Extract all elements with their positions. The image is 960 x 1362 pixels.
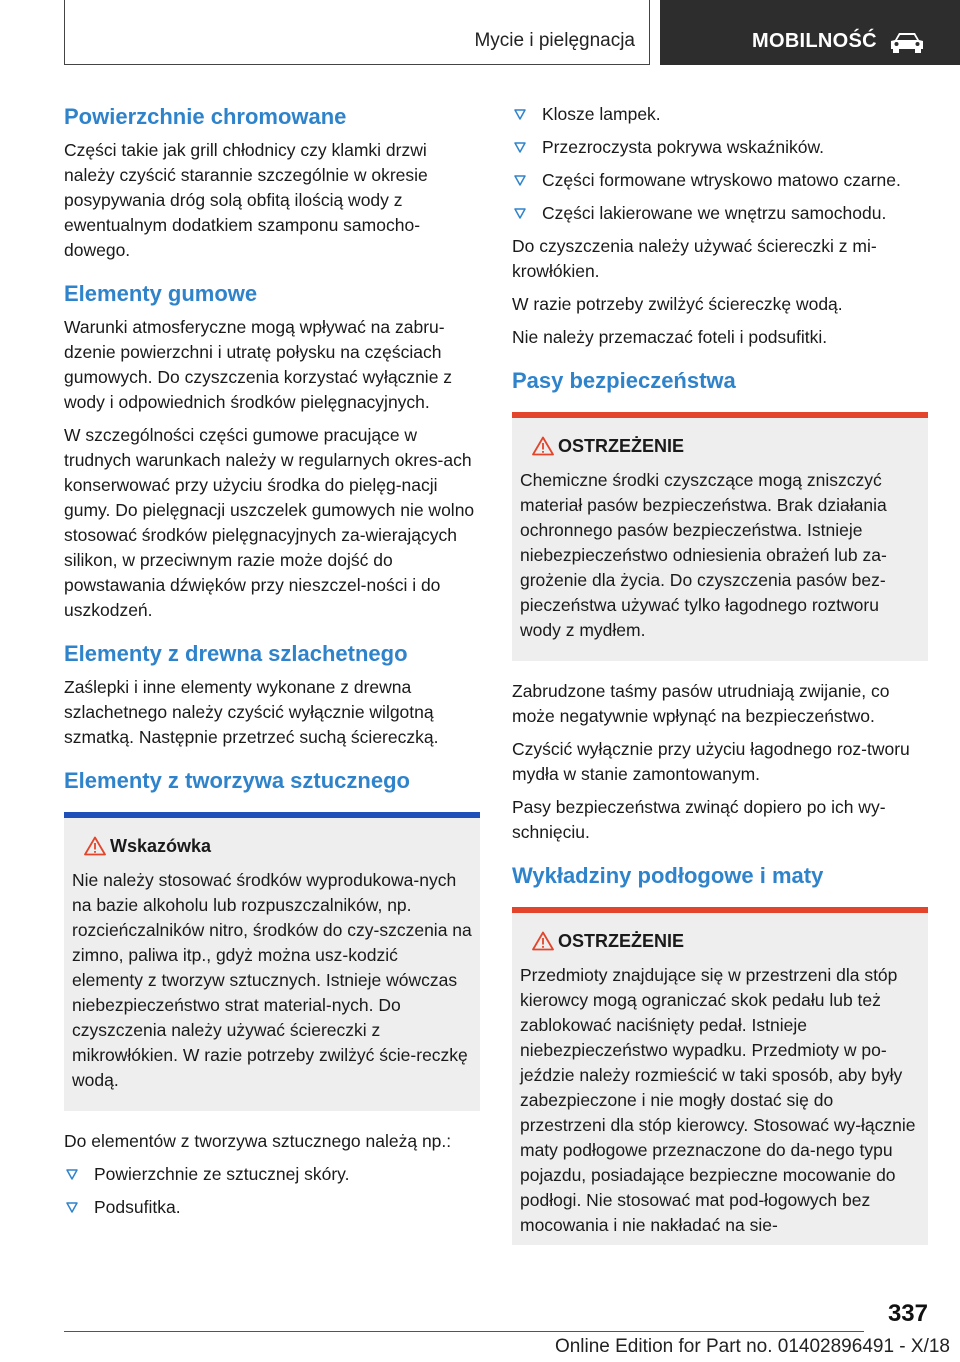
warning-triangle-icon — [84, 836, 106, 856]
header-section-title: Mycie i pielęgnacja — [474, 30, 635, 51]
note-text: Nie należy stosować środków wyprodukowa-nych na bazie alkoholu lub rozpuszczalników, np. rozcieńczalników nitro, środków do czy-szczenia na zimno, paliwa itp., gdyż można usz-kodzić elementy z tworzyw sztucznych. Istnieje wówczas niebezpieczeństwo strat material-nych. Do czyszczenia należy używać ściereczki z mikrowłókien. W razie potrzeby zwilżyć ście-reczkę wodą. — [72, 870, 472, 1090]
list-item: Klosze lampek. — [512, 102, 928, 127]
triangle-bullet-icon — [514, 208, 526, 219]
paragraph-seatbelts-1: Zabrudzone taśmy pasów utrudniają zwijanie, co może negatywnie wpłynąć na bezpieczeństwo. — [512, 681, 890, 726]
note-box-plastic — [64, 812, 480, 1111]
paragraph-wood: Zaślepki i inne elementy wykonane z drewna szlachetnego należy czyścić wyłącznie wilgotną szmatką. Następnie przetrzeć suchą ściereczką. — [64, 677, 439, 747]
paragraph-seatbelts-2: Czyścić wyłącznie przy użyciu łagodnego roz-tworu mydła w stanie zamontowanym. — [512, 739, 910, 784]
warning-box-seatbelts — [512, 412, 928, 661]
triangle-bullet-icon — [514, 142, 526, 153]
warning-triangle-icon — [532, 436, 554, 456]
list-item: Podsufitka. — [64, 1195, 480, 1220]
left-column — [64, 102, 480, 1228]
note-header — [72, 818, 472, 868]
paragraph-plastic: Do elementów z tworzywa sztucznego należą np.: — [64, 1131, 452, 1151]
list-plastic — [64, 1162, 480, 1220]
warning-header — [520, 913, 920, 963]
note-title: Wskazówka — [110, 836, 212, 856]
footer-edition: Online Edition for Part no. 01402896491 - X/18 — [554, 1336, 950, 1357]
heading-floor-mats: Wykładziny podłogowe i maty — [512, 863, 824, 888]
paragraph-microfiber: Do czyszczenia należy używać ściereczki z mi-krowłókien. — [512, 236, 877, 281]
paragraph-moisten: W razie potrzeby zwilżyć ściereczkę wodą. — [512, 294, 843, 314]
heading-wood: Elementy z drewna szlachetnego — [64, 641, 408, 666]
chapter-tab-label: MOBILNOŚĆ — [752, 30, 877, 52]
list-item: Części formowane wtryskowo matowo czarne. — [512, 168, 928, 193]
list-item: Powierzchnie ze sztucznej skóry. — [64, 1162, 480, 1187]
paragraph-rubber-1: Warunki atmosferyczne mogą wpływać na zabru-dzenie powierzchni i utratę połysku na częściach gumowych. Do czyszczenia korzystać wyłącznie z wody i odpowiednich środków pielęgnacyjnych. — [64, 317, 453, 412]
footer-divider — [64, 1331, 864, 1332]
triangle-bullet-icon — [514, 109, 526, 120]
warning-header — [520, 418, 920, 468]
warning-text: Przedmioty znajdujące się w przestrzeni dla stóp kierowcy mogą ograniczać skok pedału lub też zablokować naciśnięty pedał. Istnieje niebezpieczeństwo wypadku. Przedmioty w po-jeździe należy rozmieścić w taki sposób, aby były zabezpieczone i nie mogły dostać się do przestrzeni dla stóp kierowcy. Stosować wy-łącznie maty podłogowe przeznaczone do da-nego typu pojazdu, posiadające bezpieczne mocowanie do podłogi. Nie stosować mat pod-łogowych bez mocowania i nie nakładać na sie- — [520, 965, 916, 1235]
paragraph-chrome: Części takie jak grill chłodnicy czy klamki drzwi należy czyścić starannie szczególnie w okresie posypywania dróg solą obfitą ilością wody z ewentualnym dodatkiem szamponu samocho-dowego. — [64, 140, 428, 260]
paragraph-no-soak: Nie należy przemaczać foteli i podsufitki. — [512, 327, 828, 347]
list-item: Przezroczysta pokrywa wskaźników. — [512, 135, 928, 160]
heading-chrome: Powierzchnie chromowane — [64, 104, 347, 129]
triangle-bullet-icon — [514, 175, 526, 186]
warning-text: Chemiczne środki czyszczące mogą zniszczyć materiał pasów bezpieczeństwa. Brak działania ochronnego pasów bezpieczeństwa. Istnieje niebezpieczeństwo odniesienia obrażeń lub za-grożenie dla życia. Do czyszczenia pasów bez-pieczeństwa używać tylko łagodnego roztworu wody z mydłem. — [520, 470, 887, 640]
triangle-bullet-icon — [66, 1202, 78, 1213]
heading-plastic: Elementy z tworzywa sztucznego — [64, 768, 410, 793]
header-chapter-tab — [660, 0, 960, 65]
header-section-box — [64, 0, 650, 65]
car-icon — [888, 30, 926, 54]
list-plastic-continued — [512, 102, 928, 226]
warning-box-floor-mats — [512, 907, 928, 1245]
page-number: 337 — [887, 1300, 928, 1327]
warning-title: OSTRZEŻENIE — [558, 931, 685, 951]
paragraph-seatbelts-3: Pasy bezpieczeństwa zwinąć dopiero po ich wy-schnięciu. — [512, 797, 886, 842]
heading-seatbelts: Pasy bezpieczeństwa — [512, 368, 736, 393]
paragraph-rubber-2: W szczególności części gumowe pracujące w trudnych warunkach należy w regularnych okres-ach konserwować przy użyciu środka do pielęg-nacji gumy. Do pielęgnacji uszczelek gumowych nie wolno stosować środków pielęgnacyjnych za-wierających silikon, w przeciwnym razie może dojść do powstawania dźwięków przy nieszczel-ności i do uszkodzeń. — [64, 425, 475, 620]
heading-rubber: Elementy gumowe — [64, 281, 258, 306]
list-item: Części lakierowane we wnętrzu samochodu. — [512, 201, 928, 226]
triangle-bullet-icon — [66, 1169, 78, 1180]
right-column — [512, 102, 928, 1263]
warning-triangle-icon — [532, 931, 554, 951]
warning-title: OSTRZEŻENIE — [558, 436, 685, 456]
